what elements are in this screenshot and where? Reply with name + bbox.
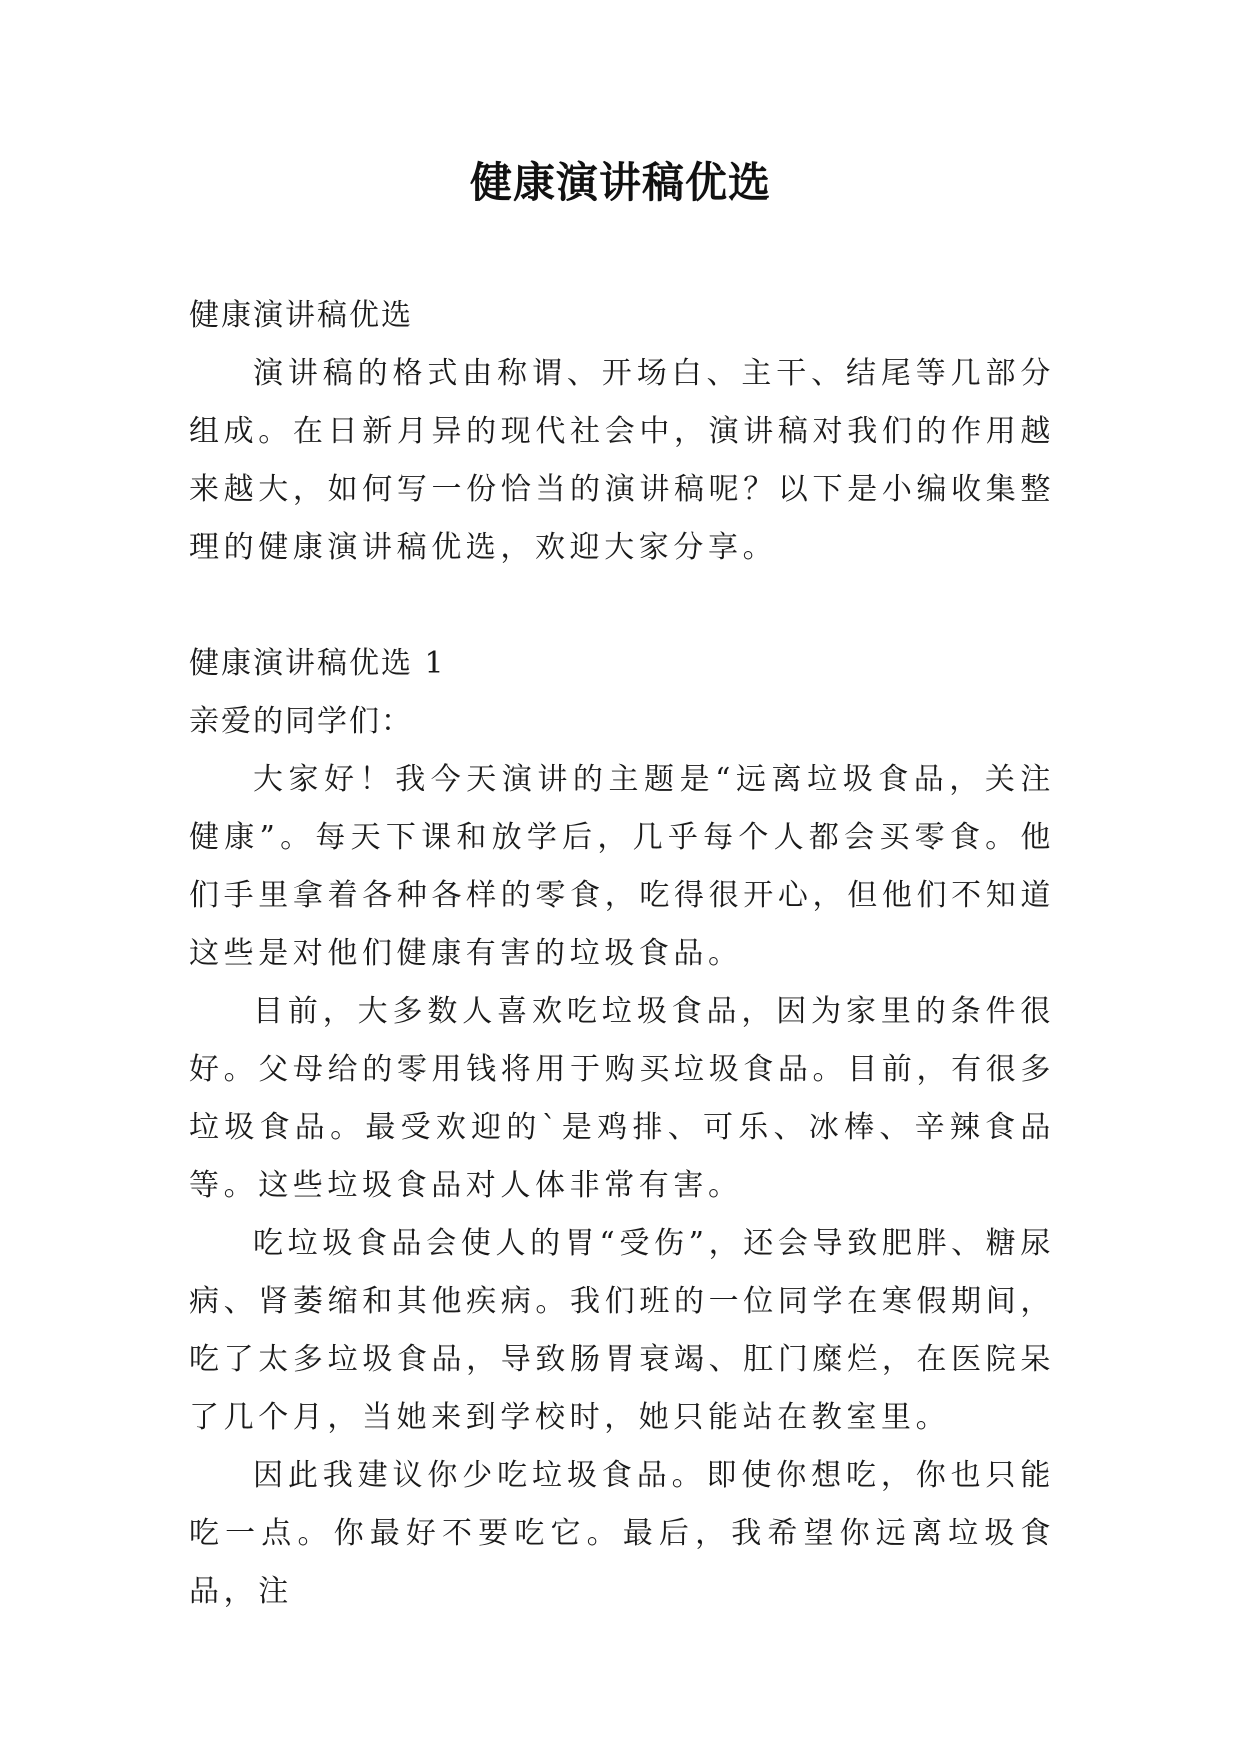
body-paragraph-3: 吃垃圾食品会使人的胃“受伤”，还会导致肥胖、糖尿病、肾萎缩和其他疾病。我们班的一位同学在寒假期间，吃了太多垃圾食品，导致肠胃衰竭、肛门糜烂，在医院呆了几个月，当她来到学校时，她只能站在教室里。 — [189, 1226, 1055, 1435]
body-paragraph-1: 大家好！我今天演讲的主题是“远离垃圾食品，关注健康”。每天下课和放学后，几乎每个人都会买零食。他们手里拿着各种各样的零食，吃得很开心，但他们不知道这些是对他们健康有害的垃圾食品。 — [189, 762, 1055, 971]
intro-paragraph: 演讲稿的格式由称谓、开场白、主干、结尾等几部分组成。在日新月异的现代社会中，演讲稿对我们的作用越来越大，如何写一份恰当的演讲稿呢？以下是小编收集整理的健康演讲稿优选，欢迎大家分享。 — [189, 356, 1055, 565]
body-heading: 健康演讲稿优选 — [189, 298, 413, 333]
section-spacer — [189, 577, 1055, 635]
body-paragraph-4: 因此我建议你少吃垃圾食品。即使你想吃，你也只能吃一点。你最好不要吃它。最后，我希望你远离垃圾食品，注 — [189, 1458, 1055, 1609]
body-paragraph-2: 目前，大多数人喜欢吃垃圾食品，因为家里的条件很好。父母给的零用钱将用于购买垃圾食品。目前，有很多垃圾食品。最受欢迎的`是鸡排、可乐、冰棒、辛辣食品等。这些垃圾食品对人体非常有害。 — [189, 994, 1055, 1203]
document-title: 健康演讲稿优选 — [469, 158, 771, 207]
salutation: 亲爱的同学们： — [189, 704, 413, 739]
document-body — [189, 287, 1055, 1621]
section-heading: 健康演讲稿优选 1 — [189, 646, 446, 681]
